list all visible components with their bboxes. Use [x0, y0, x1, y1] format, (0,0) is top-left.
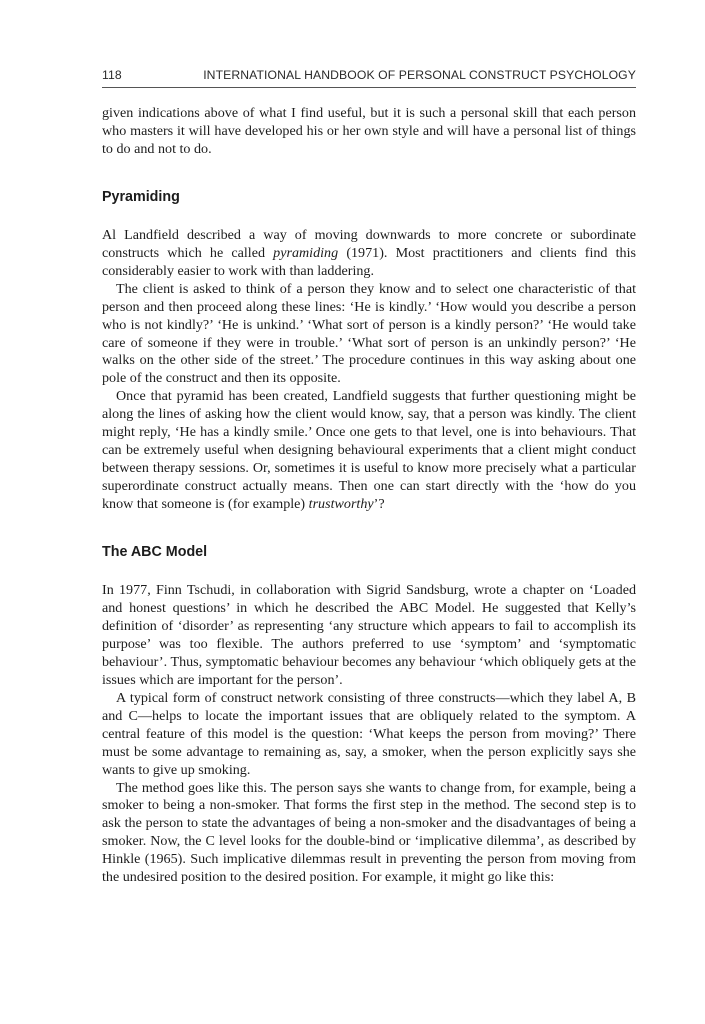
abc-paragraph-2: A typical form of construct network consisting of three constructs—which they label A, B and C—helps to locate the important issues that are obliquely related to the symptom. A central feature of this model is the question: ‘What keeps the person from moving?’ There must be some advantage to remaining as, say, a smoker, when the person explicitly says she wants to give up smoking.: [102, 689, 636, 778]
running-title: INTERNATIONAL HANDBOOK OF PERSONAL CONSTRUCT PSYCHOLOGY: [203, 68, 636, 82]
page-body: [102, 105, 636, 887]
pyramiding-paragraph-2: The client is asked to think of a person they know and to select one characteristic of that person and then proceed along these lines: ‘He is kindly.’ ‘How would you describe a person who is not kindly?’ ‘He is unkind.’ ‘What sort of person is a kindly person?’ ‘He would take care of someone if they were in trouble.’ ‘What sort of person is an unkindly person?’ ‘He walks on the other side of the street.’ The procedure continues in this way asking about one pole of the construct and then its opposite.: [102, 280, 636, 387]
section-heading-pyramiding: Pyramiding: [102, 188, 180, 205]
emphasis-trustworthy: trustworthy: [308, 496, 374, 513]
intro-paragraph: given indications above of what I find useful, but it is such a personal skill that each person who masters it will have developed his or her own style and will have a personal list of things to do and not to do.: [102, 105, 636, 157]
emphasis-pyramiding: pyramiding: [273, 244, 339, 261]
pyramiding-paragraph-1: Al Landfield described a way of moving downwards to more concrete or subordinate constructs which he called pyramiding (1971). Most practitioners and clients find this considerably easier to work with than laddering.: [102, 226, 636, 279]
book-page: [102, 62, 636, 887]
abc-paragraph-1: In 1977, Finn Tschudi, in collaboration with Sigrid Sandsburg, wrote a chapter on ‘Loaded and honest questions’ in which he described the ABC Model. He suggested that Kelly’s definition of ‘disorder’ as representing ‘any structure which appears to fail to accomplish its purpose’ was too flexible. The authors preferred to use ‘symptom’ and ‘symptomatic behaviour’. Thus, symptomatic behaviour becomes any behaviour ‘which obliquely gets at the issues which are important for the person’.: [102, 582, 636, 688]
running-header: [102, 62, 636, 84]
section-heading-abc-model: The ABC Model: [102, 544, 208, 561]
header-rule: [102, 87, 636, 88]
page-number: 118: [102, 68, 122, 82]
abc-paragraph-3: The method goes like this. The person says she wants to change from, for example, being a smoker to being a non-smoker. That forms the first step in the method. The second step is to ask the person to state the advantages of being a non-smoker and the disadvantages of being a smoker. Now, the C level looks for the double-bind or ‘implicative dilemma’, as described by Hinkle (1965). Such implicative dilemmas result in preventing the person from moving from the undesired position to the desired position. For example, it might go like this:: [102, 779, 636, 886]
pyramiding-paragraph-3: Once that pyramid has been created, Landfield suggests that further questioning might be along the lines of asking how the client would know, say, that a person was kindly. The client might reply, ‘He has a kindly smile.’ Once one gets to that level, one is into behaviours. That can be extremely useful when designing behavioural experiments that a client might conduct between therapy sessions. Or, sometimes it is useful to know more precisely what a particular superordinate construct actually means. Then one can start directly with the ‘how do you know that someone is (for example) trustworthy’?: [102, 388, 636, 513]
